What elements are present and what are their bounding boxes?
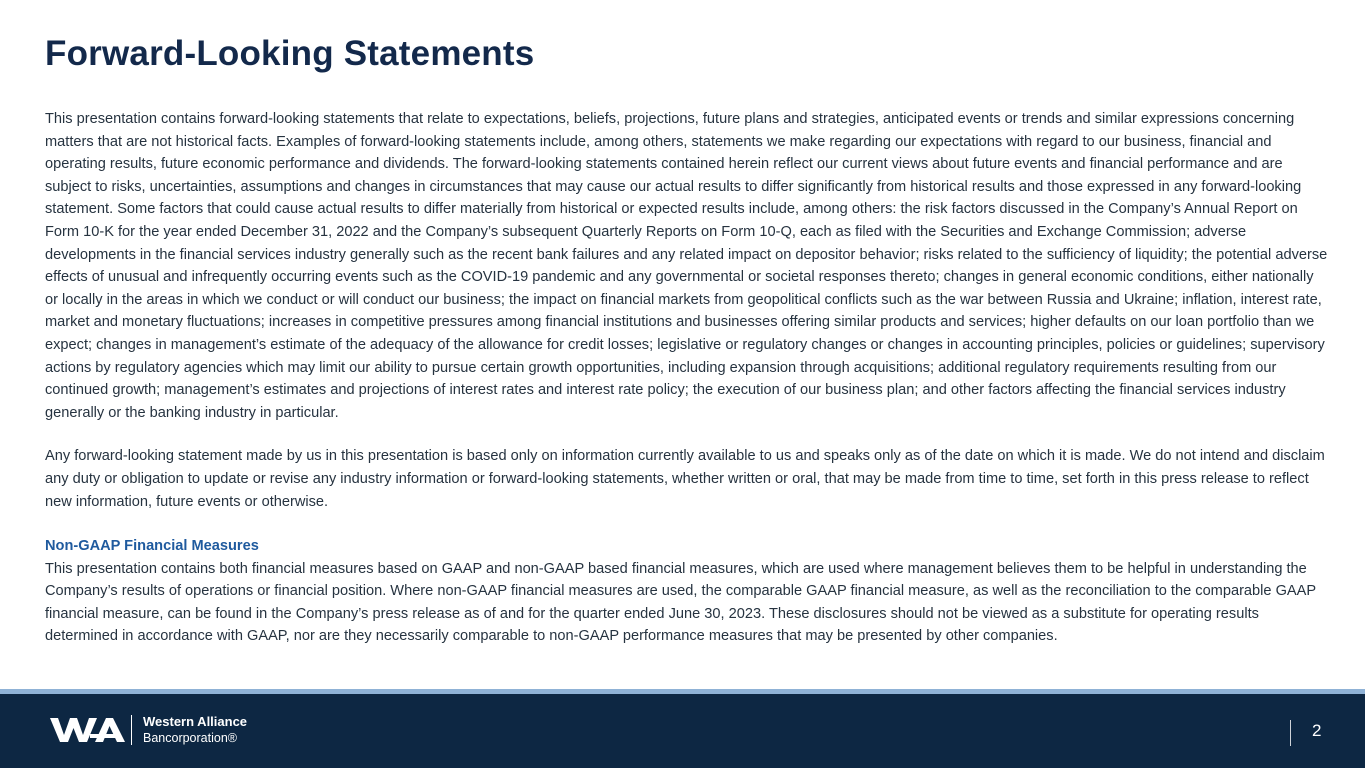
logo-divider (131, 715, 132, 745)
page-number: 2 (1312, 721, 1322, 740)
logo-company-name: Western Alliance (143, 714, 248, 729)
disclaimer-paragraph: Any forward-looking statement made by us in this presentation is based only on information currently available to us and speaks only as of the date on which it is made. We do not intend and disclaim any duty or obligation to update or revise any industry information or forward-looking statements, whether written or oral, that may be made from time to time, set forth in this press release to reflect new information, future events or otherwise. (45, 448, 1325, 510)
wa-logo-icon (50, 715, 125, 745)
company-logo (50, 712, 247, 748)
non-gaap-paragraph: This presentation contains both financial measures based on GAAP and non-GAAP based financial measures, which are used where management believes them to be helpful in understanding the Company’s results of operations or financial position. Where non-GAAP financial measures are used, the comparable GAAP financial measure, as well as the reconciliation to the comparable GAAP financial measure, can be found in the Company’s press release as of and for the quarter ended June 30, 2023. These disclosures should not be viewed as a substitute for operating results determined in accordance with GAAP, nor are they necessarily comparable to non-GAAP performance measures that may be presented by other companies. (45, 560, 1316, 645)
logo-wordmark (143, 714, 247, 746)
footer (0, 694, 1365, 768)
non-gaap-heading: Non-GAAP Financial Measures (45, 538, 259, 555)
logo-company-suffix: Bancorporation® (143, 731, 237, 745)
statement-body (45, 108, 1330, 648)
forward-looking-paragraph: This presentation contains forward-looking statements that relate to expectations, beliefs, projections, future plans and strategies, anticipated events or trends and similar expressions concerning matters that are not historical facts. Examples of forward-looking statements include, among others, statements we make regarding our expectations with regard to our business, financial and operating results, future economic performance and dividends. The forward-looking statements contained herein reflect our current views about future events and financial performance and are subject to risks, uncertainties, assumptions and changes in circumstances that may cause our actual results to differ significantly from historical results and those expressed in any forward-looking statement. Some factors that could cause actual results to differ materially from historical or expected results include, among others: the risk factors discussed in the Company’s Annual Report on Form 10-K for the year ended December 31, 2022 and the Company’s subsequent Quarterly Reports on Form 10-Q, each as filed with the Securities and Exchange Commission; adverse developments in the financial services industry generally such as the recent bank failures and any related impact on depositor behavior; risks related to the sufficiency of liquidity; the potential adverse effects of unusual and infrequently occurring events such as the COVID-19 pandemic and any governmental or societal responses thereto; changes in general economic conditions, either nationally or locally in the areas in which we conduct or will conduct our business; the impact on financial markets from geopolitical conflicts such as the war between Russia and Ukraine; inflation, interest rate, market and monetary fluctuations; increases in competitive pressures among financial institutions and businesses offering similar products and services; higher defaults on our loan portfolio than we expect; changes in management’s estimate of the adequacy of the allowance for credit losses; legislative or regulatory changes or changes in accounting principles, policies or guidelines; supervisory actions by regulatory agencies which may limit our ability to pursue certain growth opportunities, including expansion through acquisitions; additional regulatory requirements resulting from our continued growth; management’s estimates and projections of interest rates and interest rate policy; the execution of our business plan; and other factors affecting the financial services industry generally or the banking industry in particular. (45, 111, 1328, 421)
page-title: Forward-Looking Statements (45, 34, 535, 73)
page-number-divider (1290, 720, 1291, 746)
